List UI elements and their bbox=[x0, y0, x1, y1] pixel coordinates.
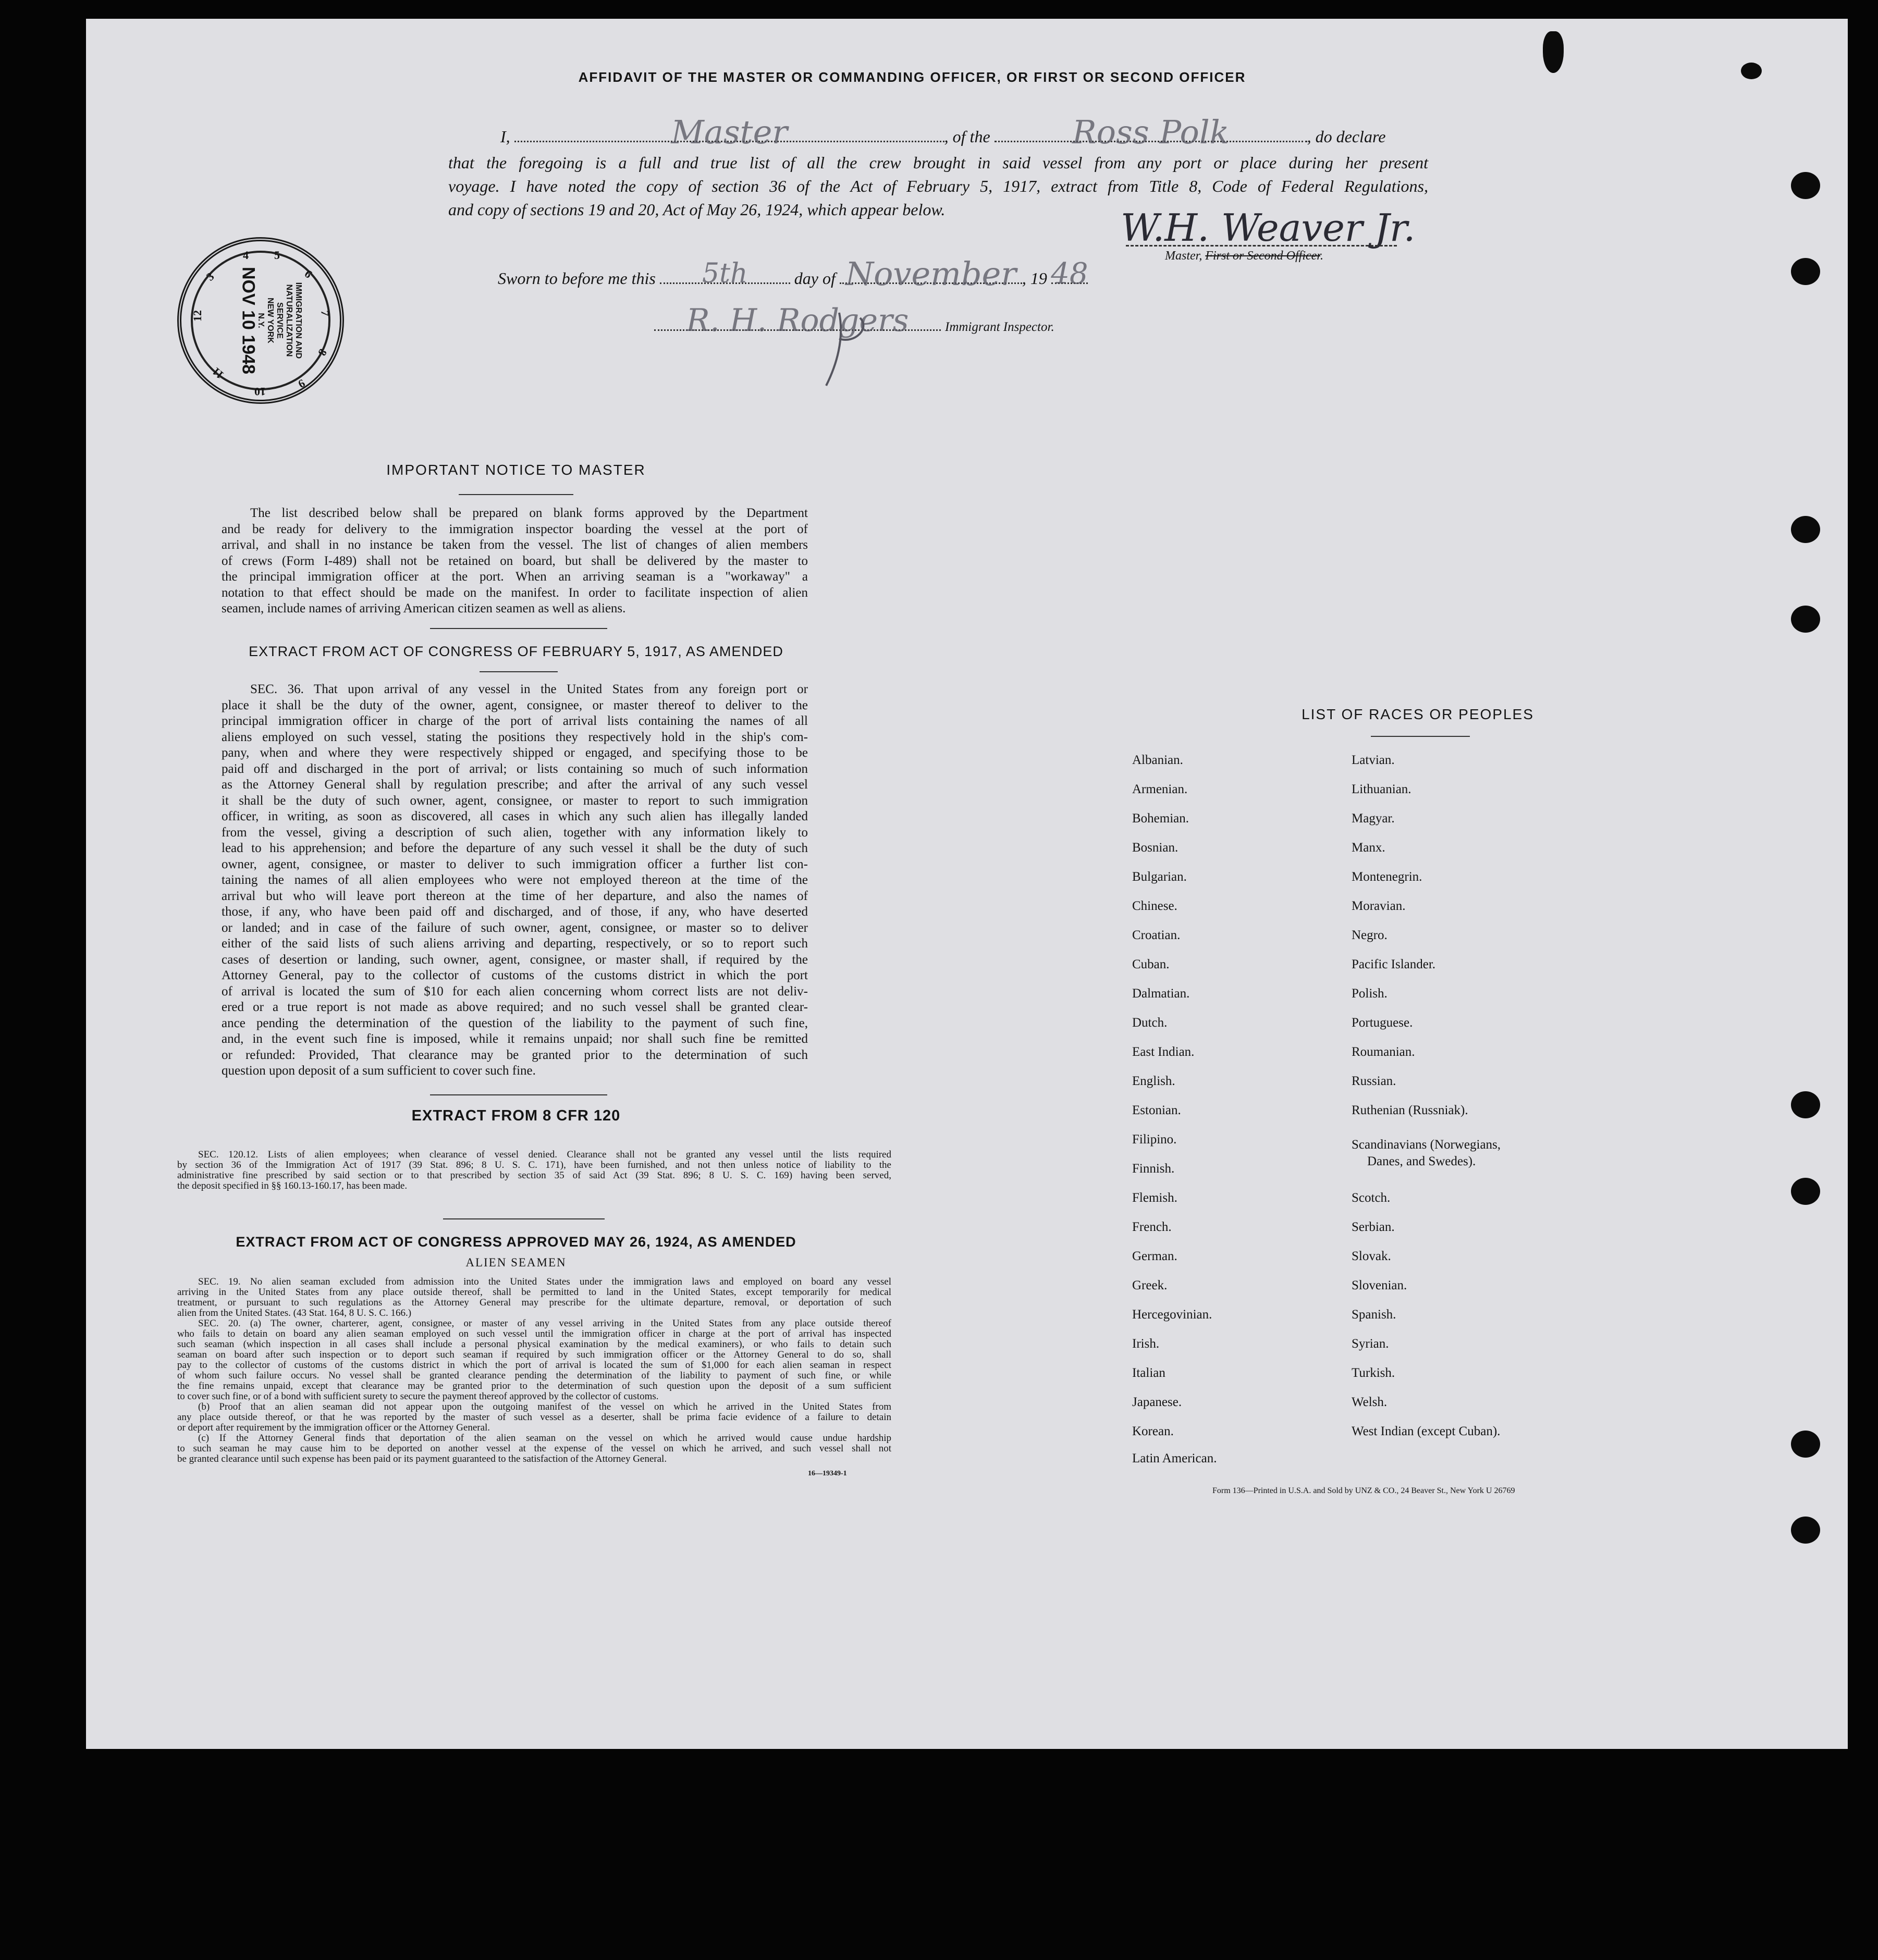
extract-1917-line: SEC. 36. That upon arrival of any vessel in the United States from any foreign port or bbox=[250, 682, 808, 696]
stamp-digit: 7 bbox=[318, 310, 332, 316]
race-item: Cuban. bbox=[1132, 957, 1170, 971]
cfr-line: the deposit specified in §§ 160.13-160.17, has been made. bbox=[177, 1180, 408, 1191]
extract-1917-line: lead to his apprehension; and before the departure of any such vessel it shall be the duty of such bbox=[222, 841, 808, 855]
inspector-field bbox=[654, 302, 941, 339]
vessel-handwritten: Ross Polk bbox=[1072, 113, 1230, 151]
extract-1924-line: any place outside thereof, or that he was reported by the master of such vessel as a deserter, shall be prima facie evidence of a failure to detain bbox=[177, 1412, 891, 1423]
extract-1924-line: of whom such failure occurs. No vessel shall be granted clearance pending the determination of the liability to payment of such fine, or while bbox=[177, 1370, 891, 1381]
extract-1924-line: to such seaman he may cause him to be deported on another vessel at the expense of the vessel on which he arrived, and such vessel shall not bbox=[177, 1443, 891, 1454]
race-item: Bulgarian. bbox=[1132, 870, 1187, 884]
punch-hole bbox=[1791, 1091, 1820, 1118]
extract-1924-line: (c) If the Attorney General finds that deportation of the alien seaman on the vessel on which he arrived would cause undue hardship bbox=[198, 1433, 891, 1444]
divider bbox=[430, 1094, 607, 1095]
race-item: Pacific Islander. bbox=[1352, 957, 1436, 971]
extract-1924-line: seaman on board after such inspection or to deport such seaman if required by such immigration officer or the Attorney General to do so, shall bbox=[177, 1349, 891, 1360]
race-item: Bosnian. bbox=[1132, 841, 1179, 855]
punch-hole bbox=[1791, 606, 1820, 633]
signature-line bbox=[1126, 245, 1397, 246]
stamp-date: NOV 10 1948 bbox=[238, 266, 259, 375]
signature-flourish bbox=[808, 307, 891, 391]
extract-1924-heading: EXTRACT FROM ACT OF CONGRESS APPROVED MAY 26, 1924, AS AMENDED bbox=[236, 1234, 796, 1250]
race-item: Spanish. bbox=[1352, 1308, 1396, 1322]
extract-1924-subheading: ALIEN SEAMEN bbox=[465, 1256, 567, 1269]
cfr-line: administrative fine prescribed by said section or to that prescribed by section 35 of said Act (39 Stat. 896; 8 U. S. C. 169) having been served, bbox=[177, 1170, 891, 1181]
stamp-digit: 5 bbox=[274, 249, 280, 262]
year-field bbox=[1051, 257, 1088, 291]
race-item: Negro. bbox=[1352, 928, 1388, 942]
race-item: Moravian. bbox=[1352, 899, 1406, 913]
race-item: Scandinavians (Norwegians, bbox=[1352, 1138, 1501, 1152]
year-handwritten: 48 bbox=[1051, 257, 1088, 291]
signature-caption-prefix: Master, bbox=[1165, 249, 1206, 263]
race-item: Albanian. bbox=[1132, 753, 1183, 767]
race-item: Croatian. bbox=[1132, 928, 1181, 942]
extract-1917-body bbox=[222, 682, 808, 1079]
punch-hole bbox=[1741, 63, 1762, 79]
notice-line: of crews (Form I-489) shall not be retained on board, but shall be delivered by the master to bbox=[222, 553, 808, 568]
race-item: Dalmatian. bbox=[1132, 987, 1190, 1001]
races-heading: LIST OF RACES OR PEOPLES bbox=[1302, 706, 1534, 722]
year-prefix: , 19 bbox=[1022, 269, 1047, 288]
extract-1917-line: cases of desertion or landing, such owner, agent, consignee, or master shall, if required by the bbox=[222, 952, 808, 967]
stamp-digit: 11 bbox=[210, 365, 227, 382]
extract-1924-line: (b) Proof that an alien seaman did not appear upon the outgoing manifest of the vessel on which he arrived in the United States from bbox=[198, 1401, 891, 1412]
race-item: Finnish. bbox=[1132, 1162, 1175, 1176]
notice-line: arrival, and shall in no instance be taken from the vessel. The list of changes of alien members bbox=[222, 538, 808, 552]
stamp-text-line: SERVICE bbox=[275, 302, 285, 339]
race-item: Polish. bbox=[1352, 987, 1388, 1001]
day-of-label: day of bbox=[794, 269, 836, 288]
immigration-date-stamp bbox=[177, 237, 344, 404]
signature-caption-struck: First or Second Officer bbox=[1205, 249, 1320, 263]
extract-1924-line: or deport after requirement by the immigration officer or the Attorney General. bbox=[177, 1422, 490, 1433]
extract-1924-line: who fails to detain on board any alien seaman employed on such vessel until the immigration officer in charge at the port of arrival has inspected bbox=[177, 1328, 891, 1339]
extract-1917-line: of arrival is located the sum of $10 for each alien concerning whom correct lists are not deliv- bbox=[222, 984, 808, 999]
punch-hole bbox=[1791, 1517, 1820, 1544]
extract-1924-line: the fine remains unpaid, except that clearance may be granted prior to the determination of such question upon the deposit of a sum sufficient bbox=[177, 1380, 891, 1391]
punch-hole bbox=[1791, 516, 1820, 543]
race-item: Roumanian. bbox=[1352, 1045, 1415, 1059]
sworn-day-handwritten: 5th bbox=[702, 258, 748, 289]
race-item: Welsh. bbox=[1352, 1395, 1388, 1409]
race-item: East Indian. bbox=[1132, 1045, 1195, 1059]
race-item: Portuguese. bbox=[1352, 1016, 1413, 1030]
extract-1924-line: such seaman (which inspection in all cases shall include a personal physical examination by the medical examiners), or who fails to detain such bbox=[177, 1339, 891, 1350]
form-code: 16—19349-1 bbox=[808, 1470, 847, 1477]
do-declare-label: , do declare bbox=[1307, 127, 1386, 146]
extract-1917-line: ered or a true report is not made as above required; and no such vessel shall be granted clear- bbox=[222, 1000, 808, 1014]
extract-1924-line: to cover such fine, or of a bond with sufficient surety to secure the payment thereof approved by the collector of customs. bbox=[177, 1391, 659, 1402]
extract-1917-line: as the Attorney General shall by regulation prescribe; and after the arrival of any such vessel bbox=[222, 778, 808, 792]
sworn-day-field bbox=[660, 258, 790, 289]
inspector-caption: Immigrant Inspector. bbox=[945, 320, 1054, 334]
race-item: German. bbox=[1132, 1249, 1177, 1263]
extract-1924-body bbox=[177, 1277, 891, 1464]
divider bbox=[443, 1218, 605, 1219]
extract-1917-line: Attorney General, pay to the collector of customs of the customs district in which the port bbox=[222, 968, 808, 982]
notice-line: and be ready for delivery to the immigration inspector boarding the vessel at the port of bbox=[222, 522, 808, 536]
declaration-line: that the foregoing is a full and true list of all the crew brought in said vessel from any port or place during her present bbox=[448, 153, 1428, 172]
signature-caption-suffix: . bbox=[1320, 249, 1323, 263]
extract-1917-line: question upon deposit of a sum sufficient to cover such fine. bbox=[222, 1064, 536, 1078]
extract-1924-line: SEC. 19. No alien seaman excluded from admission into the United States under the immigration laws and employed on board any vessel bbox=[198, 1276, 891, 1287]
punch-hole bbox=[1791, 172, 1820, 199]
race-item: West Indian (except Cuban). bbox=[1352, 1424, 1501, 1438]
of-the-label: , of the bbox=[944, 127, 990, 146]
race-item: Flemish. bbox=[1132, 1191, 1177, 1205]
stamp-text-line: N.Y. bbox=[256, 313, 266, 328]
race-item: Slovenian. bbox=[1352, 1278, 1407, 1292]
stamp-text bbox=[256, 282, 303, 359]
stamp-digit: 6 bbox=[302, 267, 315, 281]
stamp-text-line: NEW YORK bbox=[266, 298, 275, 343]
divider bbox=[480, 671, 558, 672]
extract-1924-line: treatment, or pursuant to such regulations as the Attorney General may prescribe for the ultimate departure, removal, or deportation of such bbox=[177, 1297, 891, 1308]
stamp-digit: 3 bbox=[203, 269, 217, 283]
inspector-signature: R. H. Rodgers bbox=[686, 302, 909, 339]
extract-1917-line: either of the said lists of such aliens arriving and departing, respectively, or so to report such bbox=[222, 936, 808, 951]
extract-1917-line: pany, when and where they were respectively shipped or engaged, and specifying those to be bbox=[222, 746, 808, 760]
race-item: Syrian. bbox=[1352, 1337, 1389, 1351]
race-item: Magyar. bbox=[1352, 811, 1395, 825]
notice-line: the principal immigration officer at the port. When an arriving seaman is a "workaway" a bbox=[222, 570, 808, 584]
extract-1924-line: be granted clearance until such expense has been paid or its payment guaranteed to the satisfaction of the Attorney General. bbox=[177, 1453, 667, 1464]
extract-1917-line: and, in the event such fine is imposed, while it remains unpaid; nor shall such fine be remitted bbox=[222, 1032, 808, 1046]
race-item: Montenegrin. bbox=[1352, 870, 1422, 884]
race-item: Korean. bbox=[1132, 1424, 1174, 1438]
affidavit-declaration-line bbox=[500, 113, 1428, 151]
race-item: Armenian. bbox=[1132, 782, 1188, 796]
sworn-label: Sworn to before me this bbox=[498, 269, 656, 288]
race-item: Dutch. bbox=[1132, 1016, 1168, 1030]
stamp-digit: 12 bbox=[191, 310, 204, 322]
race-item: Estonian. bbox=[1132, 1103, 1181, 1117]
race-item: Slovak. bbox=[1352, 1249, 1391, 1263]
sworn-line bbox=[498, 255, 1088, 293]
stamp-digit: 4 bbox=[243, 249, 249, 262]
race-item: Latin American. bbox=[1132, 1451, 1217, 1465]
notice-line: The list described below shall be prepared on blank forms approved by the Department bbox=[250, 506, 808, 520]
race-item: Irish. bbox=[1132, 1337, 1160, 1351]
divider bbox=[459, 494, 573, 495]
notice-line: notation to that effect should be made on the manifest. In order to facilitate inspection of alien bbox=[222, 585, 808, 600]
extract-1917-line: it shall be the duty of such owner, agent, consignee, or master to report to such immigration bbox=[222, 793, 808, 808]
cfr-body bbox=[177, 1150, 891, 1191]
extract-1917-line: or refunded: Provided, That clearance may be granted prior to the determination of such bbox=[222, 1047, 808, 1062]
vessel-field bbox=[995, 113, 1307, 151]
stamp-text-line: IMMIGRATION AND bbox=[294, 282, 303, 359]
race-item: Bohemian. bbox=[1132, 811, 1189, 825]
notice-body bbox=[222, 506, 808, 617]
race-item: French. bbox=[1132, 1220, 1172, 1234]
extract-1917-line: place it shall be the duty of the owner, agent, consignee, or master thereof to deliver to the bbox=[222, 698, 808, 712]
race-item: Hercegovinian. bbox=[1132, 1308, 1212, 1322]
cfr-line: SEC. 120.12. Lists of alien employees; when clearance of vessel denied. Clearance shall not be granted any vessel until the lists required bbox=[198, 1149, 891, 1160]
extract-1924-line: pay to the collector of customs of the customs district in which the port of arrival is located the sum of $1,000 for each alien seaman in respect bbox=[177, 1360, 891, 1371]
divider bbox=[1371, 736, 1470, 737]
i-label: I, bbox=[500, 127, 510, 146]
stamp-digit: 9 bbox=[296, 376, 308, 391]
extract-1917-line: those, if any, who have been paid off and discharged, and of those, if any, who have deserted bbox=[222, 905, 808, 919]
extract-1924-line: alien from the United States. (43 Stat. 164, 8 U. S. C. 166.) bbox=[177, 1308, 412, 1318]
extract-1917-heading: EXTRACT FROM ACT OF CONGRESS OF FEBRUARY 5, 1917, AS AMENDED bbox=[249, 644, 783, 659]
race-item: Italian bbox=[1132, 1366, 1165, 1380]
race-item: Danes, and Swedes). bbox=[1367, 1154, 1476, 1168]
punch-hole bbox=[1791, 258, 1820, 285]
race-item: English. bbox=[1132, 1074, 1175, 1088]
cfr-heading: EXTRACT FROM 8 CFR 120 bbox=[411, 1107, 621, 1124]
race-item: Chinese. bbox=[1132, 899, 1177, 913]
notice-heading: IMPORTANT NOTICE TO MASTER bbox=[386, 462, 646, 478]
stamp-digit: 10 bbox=[254, 385, 266, 398]
race-item: Serbian. bbox=[1352, 1220, 1395, 1234]
extract-1917-line: owner, agent, consignee, or master to deliver to such immigration officer a further list con- bbox=[222, 857, 808, 871]
race-item: Japanese. bbox=[1132, 1395, 1182, 1409]
declaration-line: and copy of sections 19 and 20, Act of May 26, 1924, which appear below. bbox=[448, 200, 946, 219]
extract-1924-line: arriving in the United States from any place outside thereof, shall be permitted to land in the United States, except temporarily for medical bbox=[177, 1287, 891, 1298]
race-item: Lithuanian. bbox=[1352, 782, 1411, 796]
master-handwritten: Master bbox=[671, 113, 788, 151]
race-item: Turkish. bbox=[1352, 1366, 1395, 1380]
extract-1917-line: aliens employed on such vessel, stating the positions they respectively hold in the ship's com- bbox=[222, 730, 808, 744]
divider bbox=[430, 628, 607, 629]
extract-1917-line: from the vessel, giving a description of such alien, together with any information likely to bbox=[222, 825, 808, 840]
race-item: Manx. bbox=[1352, 841, 1385, 855]
master-field bbox=[514, 113, 944, 151]
punch-hole bbox=[1791, 1178, 1820, 1205]
form-printer-note: Form 136—Printed in U.S.A. and Sold by UNZ & CO., 24 Beaver St., New York U 26769 bbox=[1212, 1486, 1515, 1495]
notice-line: seamen, include names of arriving American citizen seamen as well as aliens. bbox=[222, 601, 626, 615]
punch-hole bbox=[1543, 31, 1564, 73]
stamp-digit: 8 bbox=[315, 347, 330, 359]
cfr-line: by section 36 of the Immigration Act of 1917 (39 Stat. 896; 8 U. S. C. 171), have been furnished, and not then unless notice of liability to the bbox=[177, 1160, 891, 1170]
stamp-text-line: NATURALIZATION bbox=[285, 284, 294, 357]
race-item: Ruthenian (Russniak). bbox=[1352, 1103, 1468, 1117]
master-signature: W.H. Weaver Jr. bbox=[1121, 206, 1416, 250]
race-item: Scotch. bbox=[1352, 1191, 1391, 1205]
punch-hole bbox=[1791, 1431, 1820, 1458]
extract-1917-line: principal immigration officer in charge of the port of arrival lists containing the names of all bbox=[222, 714, 808, 728]
affidavit-title: AFFIDAVIT OF THE MASTER OR COMMANDING OFFICER, OR FIRST OR SECOND OFFICER bbox=[578, 69, 1246, 85]
race-item: Russian. bbox=[1352, 1074, 1396, 1088]
extract-1917-line: paid off and discharged in the port of arrival; or lists containing so much of such information bbox=[222, 761, 808, 776]
declaration-line: voyage. I have noted the copy of section 36 of the Act of February 5, 1917, extract from Title 8, Code of Federal Regulations, bbox=[448, 177, 1428, 195]
sworn-month-field bbox=[840, 255, 1022, 293]
extract-1917-line: taining the names of all alien employees who were not employed thereon at the time of the bbox=[222, 873, 808, 887]
race-item: Greek. bbox=[1132, 1278, 1168, 1292]
signature-caption bbox=[1165, 249, 1323, 263]
race-item: Latvian. bbox=[1352, 753, 1395, 767]
extract-1917-line: arrival but who will leave port thereon at the time of her departure, and also the names of bbox=[222, 889, 808, 903]
sworn-month-handwritten: November bbox=[845, 255, 1016, 293]
extract-1924-line: SEC. 20. (a) The owner, charterer, agent, consignee, or master of any vessel arriving in the United States from any place outside thereof bbox=[198, 1318, 891, 1329]
race-item: Filipino. bbox=[1132, 1132, 1177, 1147]
extract-1917-line: ance pending the determination of the question of the liability to the payment of such fine, bbox=[222, 1016, 808, 1030]
extract-1917-line: or landed; and in case of the failure of such owner, agent, consignee, or master so to deliver bbox=[222, 920, 808, 935]
extract-1917-line: officer, in writing, as soon as discovered, all cases in which any such alien has illegally landed bbox=[222, 809, 808, 823]
